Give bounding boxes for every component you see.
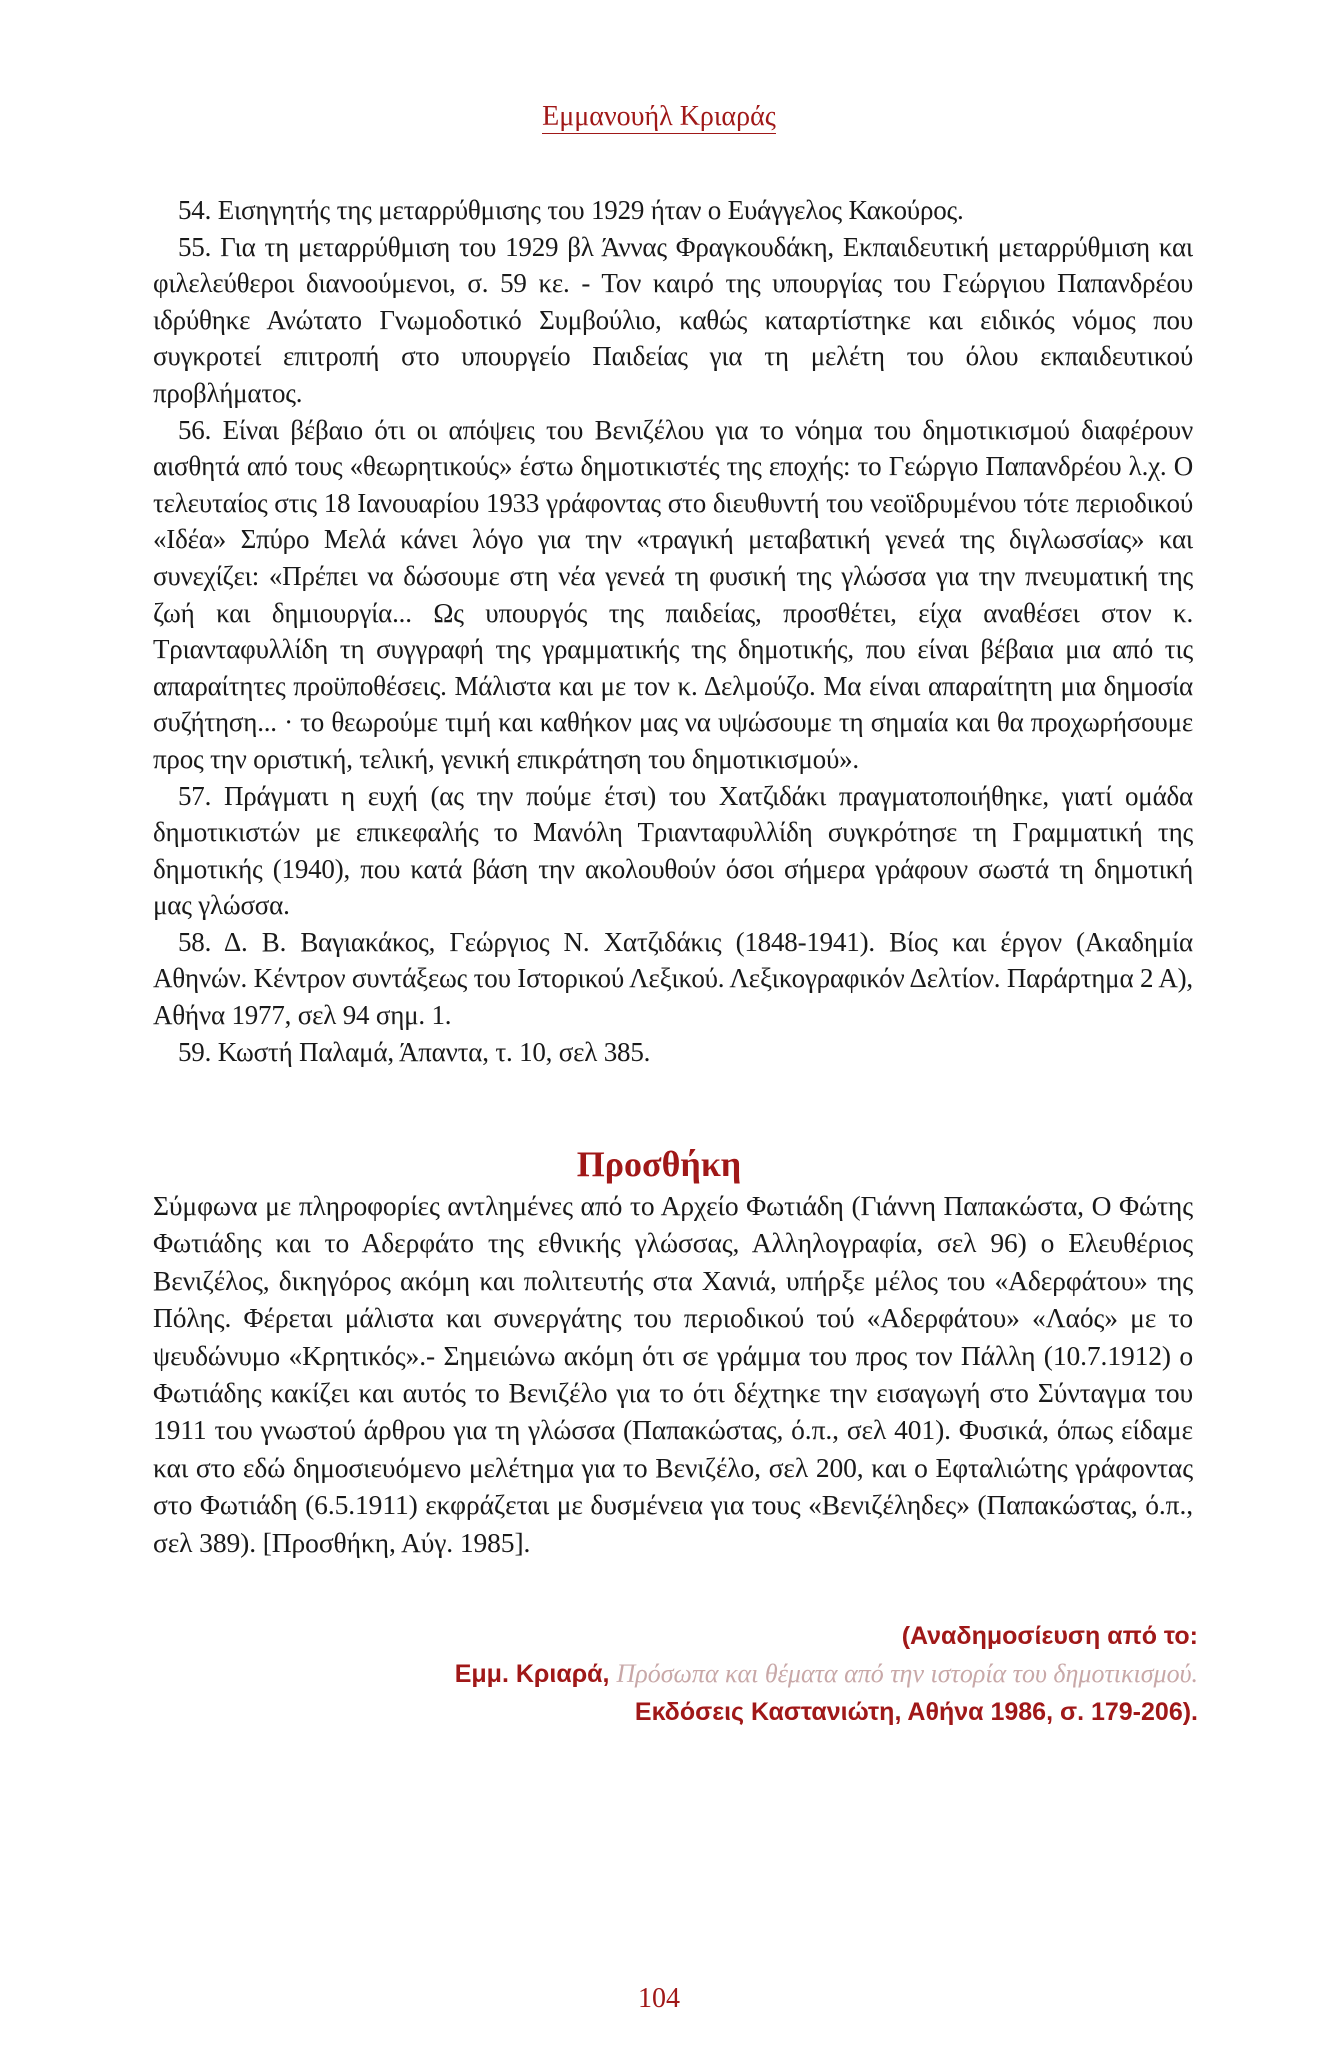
addendum-section [153, 1187, 1193, 1561]
source-line-2 [153, 1655, 1198, 1693]
endnote-58: 58. Δ. Β. Βαγιακάκος, Γεώργιος Ν. Χατζιδάκις (1848-1941). Βίος και έργον (Ακαδημία Αθηνών. Κέντρον συντάξεως του Ιστορικού Λεξικού. Λεξικογραφικόν Δελτίον. Παράρτημα 2 Α), Αθήνα 1977, σελ 94 σημ. 1. [153, 926, 1193, 1031]
source-author: Εμμ. Κριαρά, [454, 1660, 610, 1688]
source-line-3: Εκδόσεις Καστανιώτη, Αθήνα 1986, σ. 179-206). [634, 1698, 1198, 1726]
running-title: Εμμανουήλ Κριαράς [542, 101, 776, 132]
endnote-55: 55. Για τη μεταρρύθμιση του 1929 βλ Άννας Φραγκουδάκη, Εκπαιδευτική μεταρρύθμιση και φιλελεύθεροι διανοούμενοι, σ. 59 κε. - Τον καιρό της υπουργίας του Γεώργιου Παπανδρέου ιδρύθηκε Ανώτατο Γνωμοδοτικό Συμβούλιο, καθώς καταρτίστηκε και ειδικός νόμος που συγκροτεί επιτροπή στο υπουργείο Παιδείας για τη μελέτη του όλου εκπαιδευτικού προβλήματος. [153, 231, 1193, 408]
endnote-56: 56. Είναι βέβαιο ότι οι απόψεις του Βενιζέλου για το νόημα του δημοτικισμού διαφέρουν αισθητά από τους «θεωρητικούς» έστω δημοτικιστές της εποχής: το Γεώργιο Παπανδρέου λ.χ. Ο τελευταίος στις 18 Ιανουαρίου 1933 γράφοντας στο διευθυντή του νεοϊδρυμένου τότε περιοδικού «Ιδέα» Σπύρο Μελά κάνει λόγο για την «τραγική μεταβατική γενεά της διγλωσσίας» και συνεχίζει: «Πρέπει να δώσουμε στη νέα γενεά τη φυσική της γλώσσα για την πνευματική της ζωή και δημιουργία... Ως υπουργός της παιδείας, προσθέτει, είχα αναθέσει στον κ. Τριανταφυλλίδη τη συγγραφή της γραμματικής της δημοτικής, που είναι βέβαια μια από τις απαραίτητες προϋποθέσεις. Μάλιστα και με τον κ. Δελμούζο. Μα είναι απαραίτητη μια δημοσία συζήτηση... · το θεωρούμε τιμή και καθήκον μας να υψώσουμε τη σημαία και θα προχωρήσουμε προς την οριστική, τελική, γενική επικράτηση του δημοτικισμού». [153, 414, 1193, 774]
running-header [0, 101, 1318, 133]
source-line-1: (Αναδημοσίευση από το: [901, 1622, 1198, 1650]
addendum-text: Σύμφωνα με πληροφορίες αντλημένες από το Αρχείο Φωτιάδη (Γιάννη Παπακώστα, Ο Φώτης Φωτιάδης και το Αδερφάτο της εθνικής γλώσσας, Αλληλογραφία, σελ 96) ο Ελευθέριος Βενιζέλος, δικηγόρος ακόμη και πολιτευτής στα Χανιά, υπήρξε μέλος του «Αδερφάτου» της Πόλης. Φέρεται μάλιστα και συνεργάτης του περιοδικού τού «Αδερφάτου» «Λαός» με το ψευδώνυμο «Κρητικός».- Σημειώνω ακόμη ότι σε γράμμα του προς τον Πάλλη (10.7.1912) ο Φωτιάδης κακίζει και αυτός το Βενιζέλο για το ότι δέχτηκε την εισαγωγή στο Σύνταγμα του 1911 του γνωστού άρθρου για τη γλώσσα (Παπακώστας, ό.π., σελ 401). Φυσικά, όπως είδαμε και στο εδώ δημοσιευόμενο μελέτημα για το Βενιζέλο, σελ 200, και ο Εφταλιώτης γράφοντας στο Φωτιάδη (6.5.1911) εκφράζεται με δυσμένεια για τους «Βενιζέληδες» (Παπακώστας, ό.π., σελ 389). [Προσθήκη, Αύγ. 1985]. [153, 1190, 1193, 1558]
source-work-title: Πρόσωπα και θέματα από την ιστορία του δημοτικισμού. [616, 1659, 1198, 1688]
endnote-59: 59. Κωστή Παλαμά, Άπαντα, τ. 10, σελ 385. [178, 1036, 651, 1067]
page-number: 104 [638, 1983, 680, 2014]
republication-source [153, 1617, 1198, 1731]
endnote-57: 57. Πράγματι η ευχή (ας την πούμε έτσι) του Χατζιδάκι πραγματοποιήθηκε, γιατί ομάδα δημοτικιστών με επικεφαλής το Μανόλη Τριανταφυλλίδη συγκρότησε τη Γραμματική της δημοτικής (1940), που κατά βάση την ακολουθούν όσοι σήμερα γράφουν σωστά τη δημοτική μας γλώσσα. [153, 780, 1193, 921]
endnote-54: 54. Εισηγητής της μεταρρύθμισης του 1929 ήταν ο Ευάγγελος Κακούρος. [178, 195, 964, 225]
addendum-title: Προσθήκη [576, 1144, 742, 1184]
endnotes [153, 192, 1193, 1070]
